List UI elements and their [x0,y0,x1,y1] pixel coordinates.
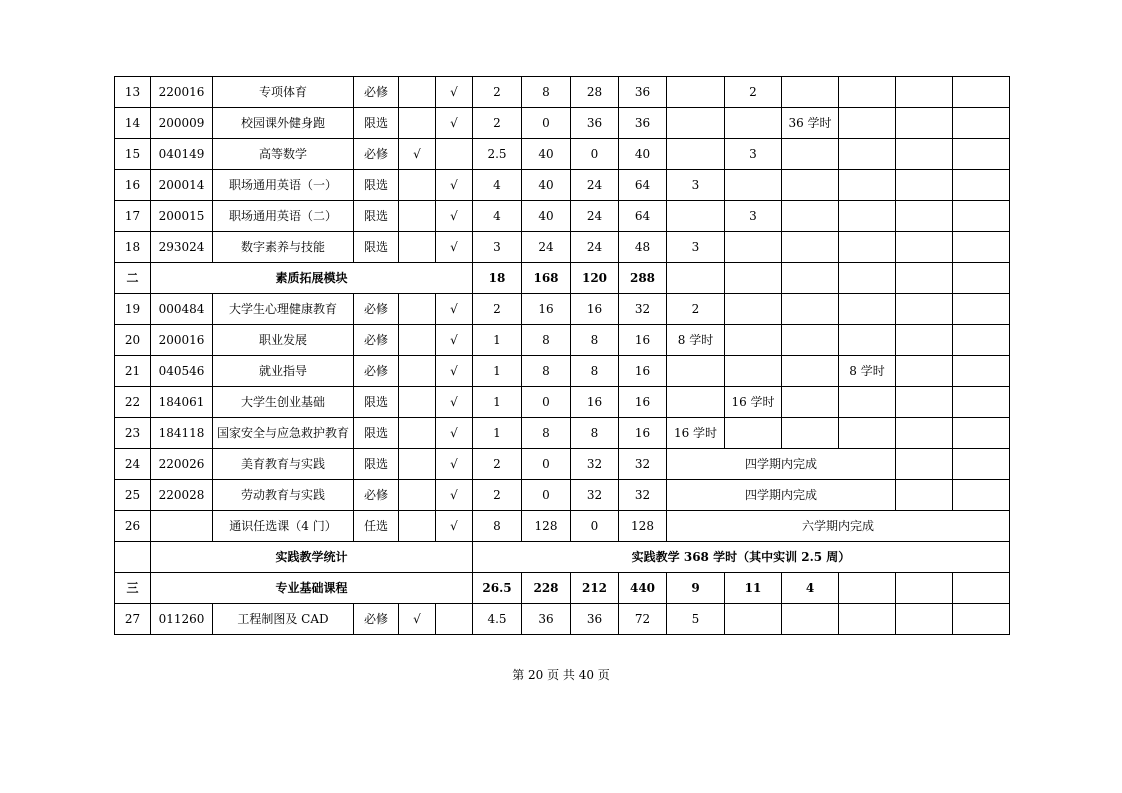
cell-semester-3 [782,201,839,232]
section-row [115,263,1010,294]
cell-semester-3 [782,232,839,263]
cell-code [151,511,213,542]
cell-semester-2 [725,263,782,294]
cell-practice-hours: 36 [571,108,619,139]
table-row [115,356,1010,387]
cell-total-hours: 64 [619,201,667,232]
cell-semester-4 [839,108,896,139]
cell-theory-hours: 40 [522,170,571,201]
cell-credits: 1 [473,387,522,418]
cell-check-b: √ [436,294,473,325]
cell-total-hours: 440 [619,573,667,604]
summary-row [115,542,1010,573]
cell-schedule-note: 六学期内完成 [667,511,1010,542]
cell-theory-hours: 0 [522,449,571,480]
cell-type: 必修 [354,480,399,511]
cell-semester-5 [896,573,953,604]
cell-no: 18 [115,232,151,263]
cell-practice-hours: 212 [571,573,619,604]
cell-semester-1: 5 [667,604,725,635]
cell-semester-2: 16 学时 [725,387,782,418]
cell-practice-hours: 24 [571,232,619,263]
cell-credits: 3 [473,232,522,263]
cell-theory-hours: 8 [522,418,571,449]
cell-check-a [399,480,436,511]
cell-credits: 1 [473,325,522,356]
table-row [115,480,1010,511]
cell-theory-hours: 168 [522,263,571,294]
cell-credits: 2 [473,108,522,139]
cell-code: 011260 [151,604,213,635]
cell-credits: 2 [473,449,522,480]
cell-type: 必修 [354,139,399,170]
cell-credits: 18 [473,263,522,294]
cell-semester-6 [953,573,1010,604]
cell-check-b: √ [436,325,473,356]
cell-theory-hours: 8 [522,77,571,108]
cell-practice-hours: 36 [571,604,619,635]
cell-semester-6 [953,108,1010,139]
cell-check-b: √ [436,418,473,449]
cell-credits: 4 [473,201,522,232]
cell-total-hours: 72 [619,604,667,635]
table-row [115,139,1010,170]
cell-code: 040149 [151,139,213,170]
cell-type: 限选 [354,108,399,139]
cell-practice-hours: 8 [571,418,619,449]
cell-total-hours: 36 [619,77,667,108]
cell-type: 必修 [354,356,399,387]
cell-practice-hours: 120 [571,263,619,294]
cell-check-b: √ [436,449,473,480]
cell-type: 限选 [354,170,399,201]
cell-code: 200015 [151,201,213,232]
cell-check-b: √ [436,201,473,232]
cell-no: 23 [115,418,151,449]
cell-check-b: √ [436,387,473,418]
cell-semester-1: 3 [667,232,725,263]
cell-no: 19 [115,294,151,325]
cell-semester-5 [896,77,953,108]
cell-semester-6 [953,449,1010,480]
cell-check-b [436,604,473,635]
cell-no: 27 [115,604,151,635]
cell-practice-hours: 16 [571,387,619,418]
section-row [115,573,1010,604]
cell-semester-3 [782,418,839,449]
cell-code: 184118 [151,418,213,449]
cell-credits: 26.5 [473,573,522,604]
cell-no: 15 [115,139,151,170]
table-row [115,325,1010,356]
cell-semester-1 [667,263,725,294]
cell-semester-4 [839,325,896,356]
cell-semester-2 [725,356,782,387]
cell-total-hours: 36 [619,108,667,139]
cell-check-a [399,108,436,139]
cell-check-a [399,201,436,232]
cell-semester-3 [782,294,839,325]
cell-semester-6 [953,170,1010,201]
cell-semester-3 [782,604,839,635]
cell-semester-5 [896,418,953,449]
page-number: 第 20 页 共 40 页 [512,668,610,682]
cell-theory-hours: 228 [522,573,571,604]
cell-semester-4 [839,387,896,418]
cell-semester-4 [839,170,896,201]
cell-semester-6 [953,604,1010,635]
cell-semester-4 [839,201,896,232]
cell-credits: 8 [473,511,522,542]
cell-semester-2 [725,604,782,635]
table-row [115,232,1010,263]
cell-course-name: 职业发展 [213,325,354,356]
cell-semester-6 [953,480,1010,511]
cell-total-hours: 48 [619,232,667,263]
cell-semester-1: 9 [667,573,725,604]
cell-check-a [399,511,436,542]
table-row [115,511,1010,542]
cell-practice-hours: 24 [571,201,619,232]
cell-total-hours: 16 [619,356,667,387]
cell-type: 必修 [354,325,399,356]
cell-type: 限选 [354,201,399,232]
cell-semester-3: 36 学时 [782,108,839,139]
cell-semester-1 [667,201,725,232]
cell-no: 13 [115,77,151,108]
cell-no: 25 [115,480,151,511]
cell-check-b: √ [436,77,473,108]
cell-total-hours: 16 [619,418,667,449]
cell-code: 000484 [151,294,213,325]
cell-semester-5 [896,294,953,325]
cell-check-b: √ [436,511,473,542]
cell-practice-hours: 8 [571,356,619,387]
cell-theory-hours: 0 [522,387,571,418]
cell-course-name: 就业指导 [213,356,354,387]
cell-theory-hours: 40 [522,139,571,170]
cell-type: 限选 [354,387,399,418]
cell-section-index: 二 [115,263,151,294]
cell-semester-6 [953,325,1010,356]
cell-type: 必修 [354,604,399,635]
cell-semester-2 [725,170,782,201]
table-row [115,449,1010,480]
cell-credits: 2 [473,480,522,511]
cell-semester-3 [782,263,839,294]
cell-course-name: 职场通用英语（一） [213,170,354,201]
cell-semester-5 [896,139,953,170]
cell-semester-4: 8 学时 [839,356,896,387]
cell-practice-hours: 0 [571,511,619,542]
cell-check-a: √ [399,139,436,170]
cell-semester-5 [896,232,953,263]
table-row [115,294,1010,325]
cell-semester-1 [667,108,725,139]
cell-semester-4 [839,232,896,263]
cell-code: 293024 [151,232,213,263]
cell-check-b: √ [436,170,473,201]
cell-total-hours: 16 [619,325,667,356]
cell-total-hours: 32 [619,449,667,480]
cell-no: 17 [115,201,151,232]
cell-course-name: 劳动教育与实践 [213,480,354,511]
cell-code: 200016 [151,325,213,356]
cell-type: 任选 [354,511,399,542]
cell-check-b [436,139,473,170]
cell-semester-6 [953,139,1010,170]
cell-semester-4 [839,263,896,294]
cell-semester-5 [896,201,953,232]
cell-course-name: 工程制图及 CAD [213,604,354,635]
cell-total-hours: 40 [619,139,667,170]
cell-course-name: 专项体育 [213,77,354,108]
cell-semester-6 [953,294,1010,325]
cell-practice-hours: 24 [571,170,619,201]
table-row [115,170,1010,201]
cell-semester-1 [667,356,725,387]
cell-code: 200009 [151,108,213,139]
cell-practice-hours: 28 [571,77,619,108]
cell-check-b: √ [436,232,473,263]
cell-total-hours: 288 [619,263,667,294]
table-row [115,604,1010,635]
cell-check-a [399,294,436,325]
cell-check-a [399,77,436,108]
cell-check-a [399,449,436,480]
cell-theory-hours: 8 [522,325,571,356]
cell-semester-6 [953,232,1010,263]
cell-theory-hours: 8 [522,356,571,387]
cell-theory-hours: 36 [522,604,571,635]
cell-semester-3 [782,77,839,108]
cell-semester-5 [896,387,953,418]
cell-code: 200014 [151,170,213,201]
table-row [115,387,1010,418]
cell-no: 14 [115,108,151,139]
curriculum-table [114,76,1010,635]
cell-semester-1: 3 [667,170,725,201]
cell-semester-2 [725,294,782,325]
cell-course-name: 高等数学 [213,139,354,170]
cell-semester-5 [896,108,953,139]
cell-check-a [399,170,436,201]
cell-total-hours: 64 [619,170,667,201]
cell-theory-hours: 16 [522,294,571,325]
cell-schedule-note: 四学期内完成 [667,480,896,511]
cell-total-hours: 128 [619,511,667,542]
cell-semester-1 [667,387,725,418]
cell-semester-4 [839,573,896,604]
cell-total-hours: 16 [619,387,667,418]
cell-credits: 2.5 [473,139,522,170]
cell-semester-5 [896,356,953,387]
cell-course-name: 国家安全与应急救护教育 [213,418,354,449]
cell-code: 220028 [151,480,213,511]
cell-semester-4 [839,604,896,635]
cell-semester-3: 4 [782,573,839,604]
cell-course-name: 大学生创业基础 [213,387,354,418]
cell-practice-hours: 32 [571,449,619,480]
cell-semester-1: 2 [667,294,725,325]
cell-theory-hours: 128 [522,511,571,542]
cell-check-a [399,325,436,356]
cell-semester-4 [839,77,896,108]
cell-semester-3 [782,387,839,418]
cell-credits: 1 [473,356,522,387]
cell-practice-hours: 8 [571,325,619,356]
cell-semester-6 [953,201,1010,232]
cell-section-index: 三 [115,573,151,604]
cell-no: 16 [115,170,151,201]
table-row [115,418,1010,449]
cell-no: 21 [115,356,151,387]
cell-total-hours: 32 [619,480,667,511]
cell-semester-1 [667,139,725,170]
cell-semester-3 [782,170,839,201]
table-row [115,201,1010,232]
cell-course-name: 数字素养与技能 [213,232,354,263]
cell-no: 20 [115,325,151,356]
cell-course-name: 大学生心理健康教育 [213,294,354,325]
cell-check-b: √ [436,480,473,511]
cell-semester-6 [953,356,1010,387]
cell-type: 限选 [354,449,399,480]
cell-check-b: √ [436,356,473,387]
cell-semester-2 [725,108,782,139]
cell-schedule-note: 四学期内完成 [667,449,896,480]
cell-semester-3 [782,356,839,387]
cell-check-b: √ [436,108,473,139]
cell-semester-5 [896,263,953,294]
cell-code: 184061 [151,387,213,418]
cell-type: 必修 [354,294,399,325]
cell-no: 24 [115,449,151,480]
cell-semester-2: 11 [725,573,782,604]
cell-semester-4 [839,139,896,170]
cell-course-name: 美育教育与实践 [213,449,354,480]
cell-theory-hours: 0 [522,108,571,139]
cell-course-name: 校园课外健身跑 [213,108,354,139]
cell-semester-2 [725,325,782,356]
cell-semester-2 [725,418,782,449]
cell-check-a: √ [399,604,436,635]
cell-section-title: 素质拓展模块 [151,263,473,294]
cell-type: 限选 [354,232,399,263]
cell-check-a [399,387,436,418]
cell-credits: 1 [473,418,522,449]
table-row [115,108,1010,139]
cell-semester-2: 3 [725,201,782,232]
cell-semester-4 [839,294,896,325]
cell-total-hours: 32 [619,294,667,325]
cell-credits: 4.5 [473,604,522,635]
cell-type: 限选 [354,418,399,449]
cell-check-a [399,232,436,263]
cell-semester-6 [953,418,1010,449]
cell-semester-6 [953,387,1010,418]
cell-no: 26 [115,511,151,542]
cell-section-index [115,542,151,573]
cell-practice-hours: 32 [571,480,619,511]
cell-semester-5 [896,325,953,356]
cell-theory-hours: 40 [522,201,571,232]
cell-semester-1: 8 学时 [667,325,725,356]
cell-semester-5 [896,480,953,511]
cell-check-a [399,356,436,387]
cell-credits: 2 [473,294,522,325]
cell-practice-hours: 0 [571,139,619,170]
cell-credits: 4 [473,170,522,201]
cell-credits: 2 [473,77,522,108]
cell-code: 040546 [151,356,213,387]
cell-semester-3 [782,325,839,356]
cell-semester-5 [896,449,953,480]
cell-semester-2: 2 [725,77,782,108]
cell-semester-1 [667,77,725,108]
cell-semester-1: 16 学时 [667,418,725,449]
cell-semester-5 [896,170,953,201]
cell-semester-6 [953,263,1010,294]
cell-theory-hours: 24 [522,232,571,263]
cell-practice-summary: 实践教学 368 学时（其中实训 2.5 周） [473,542,1010,573]
cell-section-title: 专业基础课程 [151,573,473,604]
cell-semester-5 [896,604,953,635]
cell-code: 220016 [151,77,213,108]
cell-practice-hours: 16 [571,294,619,325]
cell-semester-4 [839,418,896,449]
cell-course-name: 职场通用英语（二） [213,201,354,232]
table-row [115,77,1010,108]
cell-semester-2 [725,232,782,263]
cell-theory-hours: 0 [522,480,571,511]
cell-code: 220026 [151,449,213,480]
cell-section-title: 实践教学统计 [151,542,473,573]
cell-semester-2: 3 [725,139,782,170]
cell-semester-6 [953,77,1010,108]
cell-no: 22 [115,387,151,418]
cell-check-a [399,418,436,449]
cell-semester-3 [782,139,839,170]
cell-type: 必修 [354,77,399,108]
cell-course-name: 通识任选课（4 门） [213,511,354,542]
